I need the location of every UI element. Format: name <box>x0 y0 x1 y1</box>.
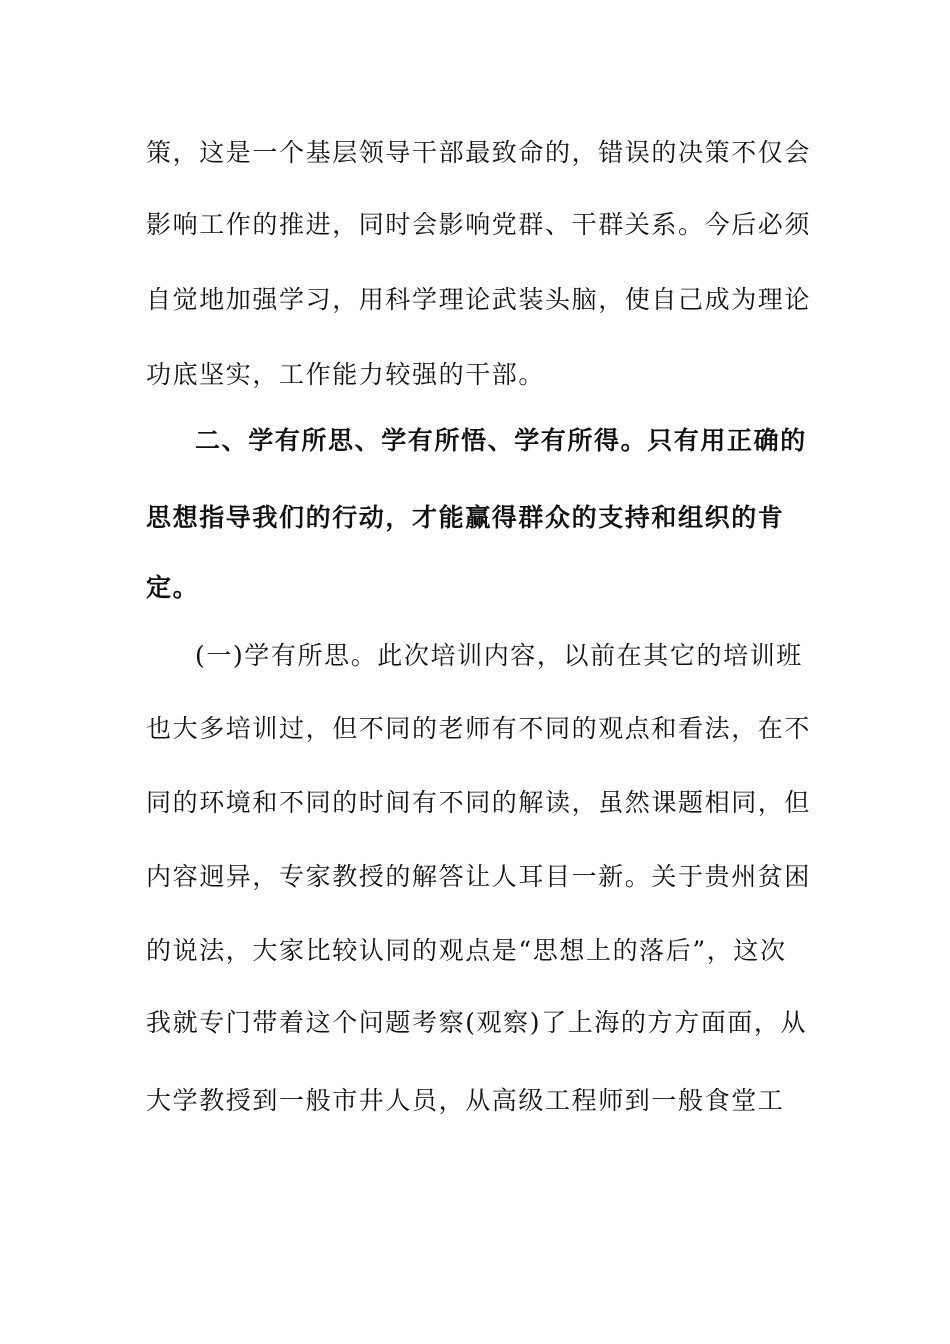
paragraph-line: 内容迥异，专家教授的解答让人耳目一新。关于贵州贫困 <box>146 862 812 891</box>
paragraph-line: 同的环境和不同的时间有不同的解读，虽然课题相同，但 <box>146 788 812 817</box>
paragraph-line: 的说法，大家比较认同的观点是“思想上的落后”，这次 <box>146 936 787 965</box>
paragraph-line: 我就专门带着这个问题考察(观察)了上海的方方面面，从 <box>146 1008 808 1037</box>
section-heading-line: 定。 <box>146 573 200 602</box>
section-heading-line: 思想指导我们的行动，才能赢得群众的支持和组织的肯 <box>146 503 785 532</box>
paragraph-line: 影响工作的推进，同时会影响党群、干群关系。今后必须 <box>146 210 812 239</box>
paragraph-line: 大学教授到一般市井人员，从高级工程师到一般食堂工 <box>146 1086 785 1115</box>
paragraph-line: 也大多培训过，但不同的老师有不同的观点和看法，在不 <box>146 714 812 743</box>
subsection-line: (一)学有所思。此次培训内容，以前在其它的培训班 <box>195 641 803 670</box>
paragraph-line: 策，这是一个基层领导干部最致命的，错误的决策不仅会 <box>146 138 812 167</box>
section-heading-line: 二、学有所思、学有所悟、学有所得。只有用正确的 <box>195 426 807 455</box>
paragraph-line: 自觉地加强学习，用科学理论武装头脑，使自己成为理论 <box>146 285 812 314</box>
paragraph-line: 功底坚实，工作能力较强的干部。 <box>146 360 546 389</box>
